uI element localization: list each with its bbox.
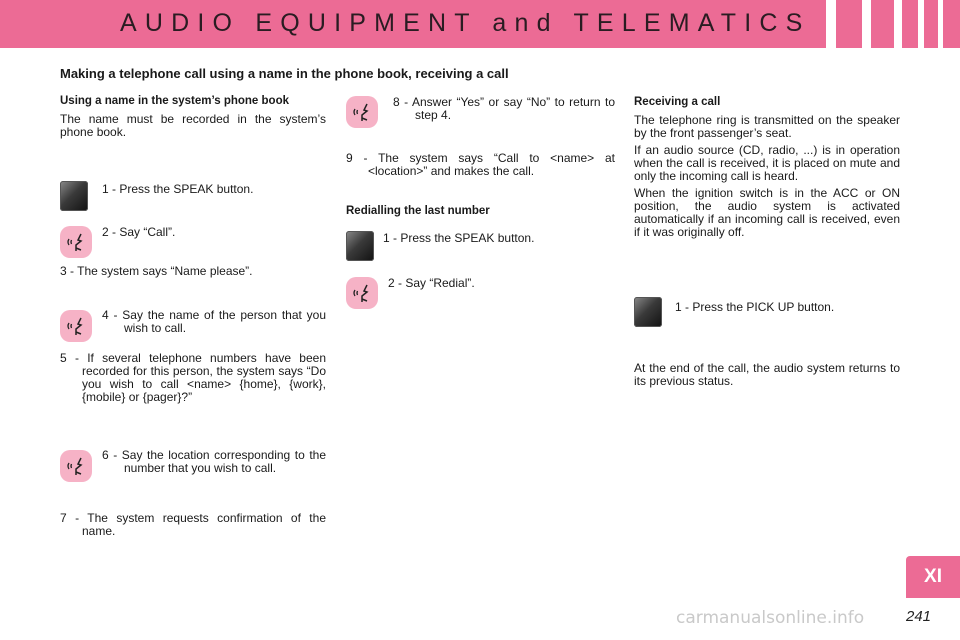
voice-command-icon <box>60 450 92 482</box>
chapter-tab: XI <box>906 556 960 598</box>
receiving-paragraph-2: If an audio source (CD, radio, ...) is in operation when the call is received, it is placed on mute and only the incoming call is heard. <box>634 143 900 183</box>
header-stripe <box>826 0 836 48</box>
column-3-receiving <box>634 96 900 243</box>
step-4: 4 - Say the name of the person that you wish to call. <box>102 308 326 335</box>
page-number: 241 <box>906 608 932 625</box>
header-title: AUDIO EQUIPMENT and TELEMATICS <box>120 9 811 37</box>
header-stripe <box>918 0 924 48</box>
voice-command-icon <box>346 277 378 309</box>
receiving-paragraph-1: The telephone ring is transmitted on the speaker by the front passenger’s seat. <box>634 113 900 140</box>
step-6: 6 - Say the location corresponding to the number that you wish to call. <box>102 448 326 475</box>
step-9: 9 - The system says “Call to <name> at <location>” and makes the call. <box>346 151 615 178</box>
header-stripe <box>894 0 902 48</box>
header-stripe <box>938 0 943 48</box>
steering-button-icon <box>634 297 662 327</box>
voice-command-icon <box>346 96 378 128</box>
step-5: 5 - If several telephone numbers have been recorded for this person, the system says “Do you wish to call <name> {home}, {work}, {mobile} or {pager}?” <box>60 351 326 404</box>
subheading-redial: Redialling the last number <box>346 205 490 217</box>
header-stripe <box>862 0 871 48</box>
step-1: 1 - Press the SPEAK button. <box>102 182 254 196</box>
intro-text: The name must be recorded in the system’s phone book. <box>60 112 326 139</box>
column-1-intro <box>60 95 326 143</box>
redial-step-1: 1 - Press the SPEAK button. <box>383 231 535 245</box>
section-title: Making a telephone call using a name in the phone book, receiving a call <box>60 66 509 81</box>
step-3: 3 - The system says “Name please”. <box>60 264 253 278</box>
subheading-receiving: Receiving a call <box>634 96 721 108</box>
steering-button-icon <box>60 181 88 211</box>
voice-command-icon <box>60 226 92 258</box>
header-band <box>0 0 960 48</box>
subheading-phone-book: Using a name in the system’s phone book <box>60 95 289 107</box>
step-8: 8 - Answer “Yes” or say “No” to return to step 4. <box>393 95 615 122</box>
step-7: 7 - The system requests confirmation of the name. <box>60 511 326 538</box>
step-2: 2 - Say “Call”. <box>102 225 176 239</box>
end-of-call-text: At the end of the call, the audio system returns to its previous status. <box>634 361 900 388</box>
receiving-paragraph-3: When the ignition switch is in the ACC or ON position, the audio system is activated automatically if an incoming call is received, even if it was originally off. <box>634 186 900 239</box>
redial-step-2: 2 - Say “Redial”. <box>388 276 475 290</box>
steering-button-icon <box>346 231 374 261</box>
voice-command-icon <box>60 310 92 342</box>
pickup-step: 1 - Press the PICK UP button. <box>675 300 835 314</box>
watermark: carmanualsonline.info <box>676 608 865 628</box>
